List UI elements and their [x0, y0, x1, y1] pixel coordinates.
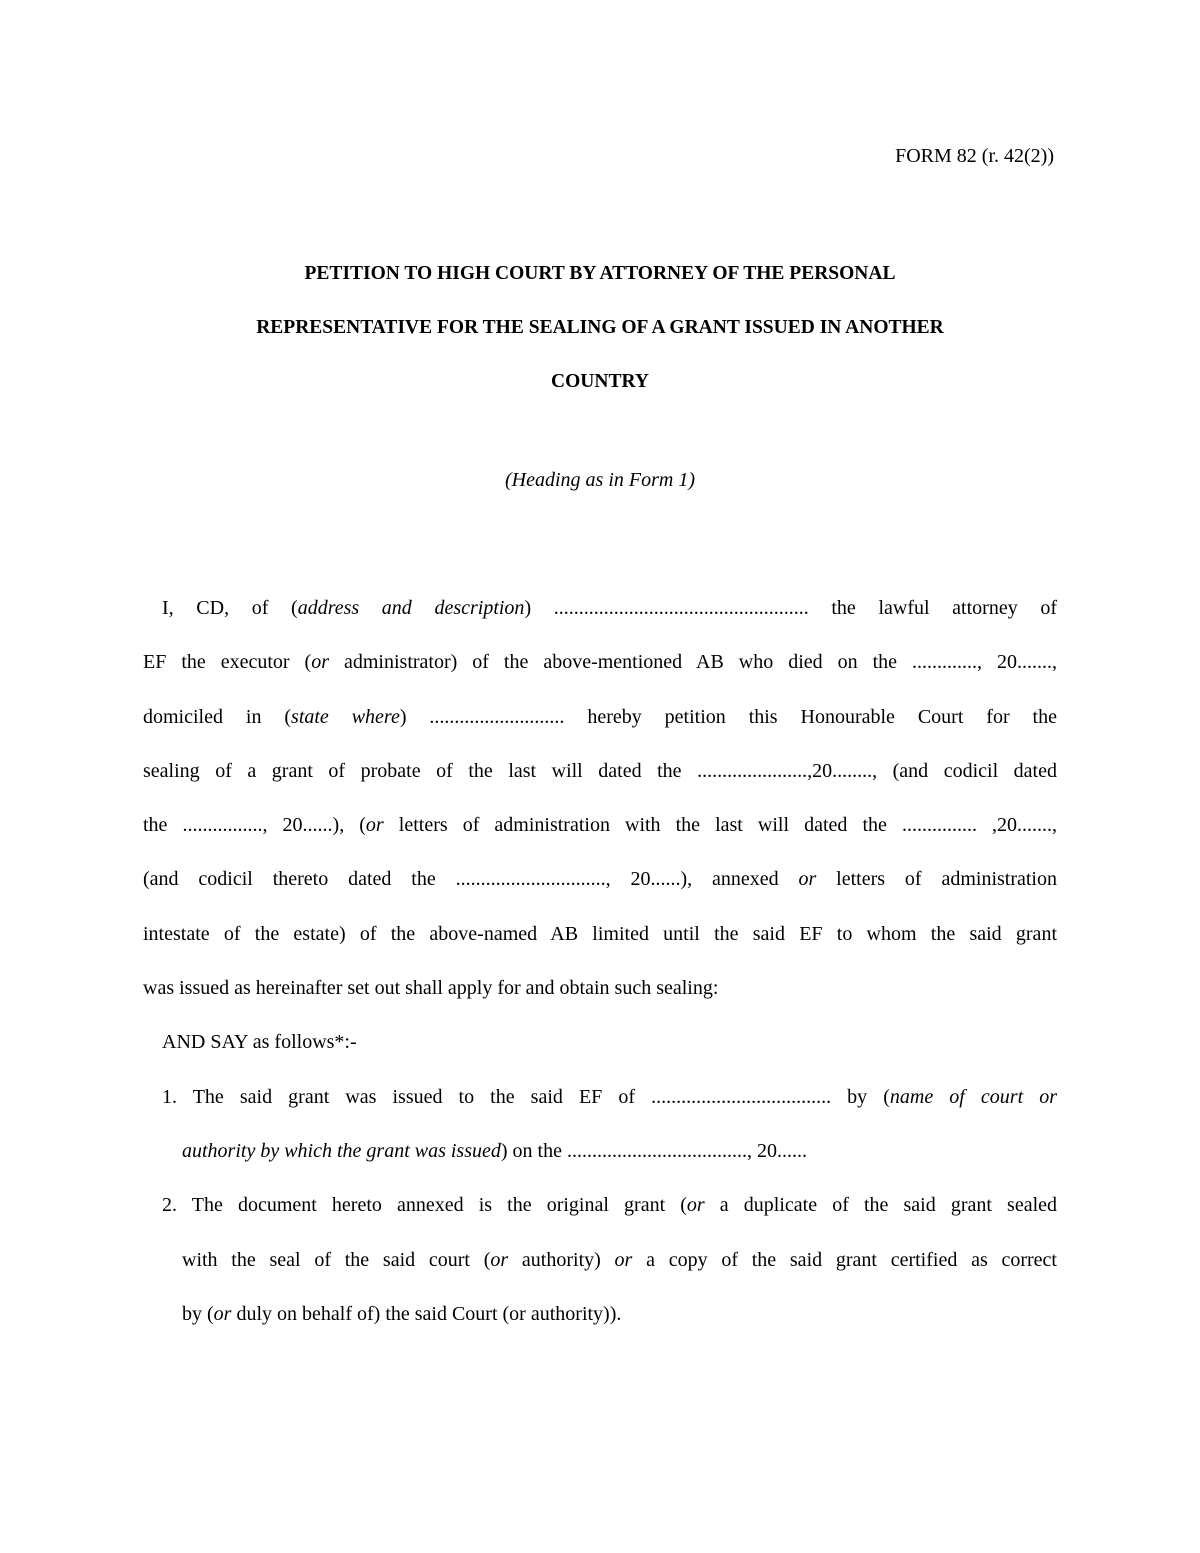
- text-segment: ) on the ...................................., 20......: [500, 1139, 807, 1162]
- text-segment: (and codicil thereto dated the .............................., 20......), annexed: [143, 868, 799, 891]
- title-line-3: COUNTRY: [551, 371, 649, 392]
- italic-segment: or: [798, 868, 817, 891]
- paragraph-line: sealing of a grant of probate of the last will dated the ......................,20........, (and codicil dated: [143, 759, 1057, 782]
- text-segment: with the seal of the said court (: [182, 1248, 491, 1271]
- heading-note: (Heading as in Form 1): [505, 469, 695, 491]
- text-segment: domiciled in (: [143, 705, 292, 728]
- text-segment: duly on behalf of) the said Court (or authority)).: [231, 1302, 622, 1325]
- italic-segment: or: [686, 1194, 705, 1217]
- text-segment: The document hereto annexed is the original grant (: [177, 1194, 687, 1217]
- italic-segment: or: [365, 814, 384, 837]
- italic-segment: or: [490, 1248, 509, 1271]
- item-1-line-1: [143, 1082, 1057, 1136]
- text-segment: administrator) of the above-mentioned AB who died on the ............., 20.......,: [329, 651, 1057, 674]
- text-segment: authority): [508, 1248, 615, 1271]
- paragraph-line: [143, 593, 1057, 647]
- paragraph-line: [143, 864, 1057, 918]
- text-segment: by (: [182, 1302, 214, 1325]
- italic-segment: authority by which the grant was issued: [182, 1139, 501, 1162]
- item-number: 2.: [162, 1194, 177, 1217]
- text-segment: EF the executor (: [143, 651, 312, 674]
- text-segment: ) ........................... hereby petition this Honourable Court for the: [399, 705, 1057, 728]
- paragraph-line: [143, 647, 1057, 701]
- paragraph-line: was issued as hereinafter set out shall apply for and obtain such sealing:: [143, 977, 719, 1000]
- paragraph-line: intestate of the estate) of the above-named AB limited until the said EF to whom the said grant: [143, 922, 1057, 945]
- text-segment: The said grant was issued to the said EF of .................................... by (: [177, 1085, 890, 1108]
- text-segment: letters of administration with the last will dated the ............... ,20.......,: [383, 814, 1057, 837]
- document-title: [143, 247, 1057, 409]
- text-segment: letters of administration: [816, 868, 1057, 891]
- and-say-line: AND SAY as follows*:-: [162, 1031, 357, 1054]
- italic-segment: or: [213, 1302, 232, 1325]
- paragraph-line: [143, 810, 1057, 864]
- paragraph-line: [143, 702, 1057, 756]
- item-1-line-2: [143, 1136, 1057, 1190]
- item-2-line-2: [143, 1245, 1057, 1299]
- italic-segment: address and description: [297, 597, 525, 619]
- item-2-line-1: [143, 1190, 1057, 1244]
- text-segment: ) ................................................... the lawful attorney of: [524, 597, 1057, 619]
- text-segment: a duplicate of the said grant sealed: [704, 1194, 1058, 1217]
- form-reference: FORM 82 (r. 42(2)): [895, 145, 1054, 167]
- title-line-1: PETITION TO HIGH COURT BY ATTORNEY OF THE PERSONAL: [304, 263, 896, 284]
- italic-segment: or: [311, 651, 330, 674]
- title-line-2: REPRESENTATIVE FOR THE SEALING OF A GRANT ISSUED IN ANOTHER: [256, 317, 944, 338]
- italic-segment: name of court or: [889, 1085, 1057, 1108]
- italic-segment: or: [614, 1248, 633, 1271]
- text-segment: a copy of the said grant certified as correct: [632, 1248, 1057, 1271]
- text-segment: the ................, 20......), (: [143, 814, 366, 837]
- item-number: 1.: [162, 1085, 177, 1108]
- item-2-line-3: [143, 1299, 1057, 1353]
- petition-body: [143, 593, 1057, 1353]
- text-segment: I, CD, of (: [162, 597, 298, 619]
- italic-segment: state where: [291, 705, 400, 728]
